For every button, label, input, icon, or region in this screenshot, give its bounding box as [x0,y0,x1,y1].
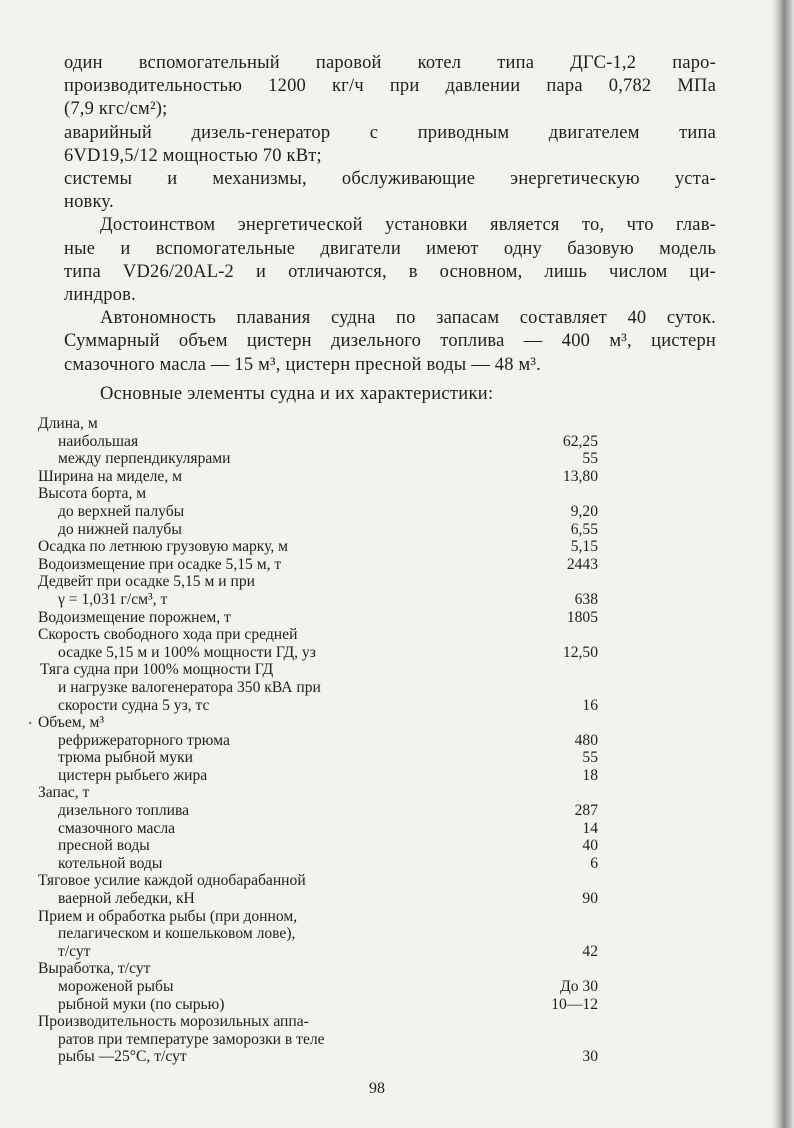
spec-label: γ = 1,031 г/см³, т [58,590,168,608]
text-line: аварийный дизель-генератор с приводным двигателем типа [64,122,716,143]
spec-row [38,1013,598,1031]
spec-value: 287 [574,802,598,820]
spec-label: осадке 5,15 м и 100% мощности ГД, уз [58,643,316,661]
spec-label: т/сут [58,942,91,960]
spec-value: 40 [582,837,598,855]
spec-label: Водоизмещение при осадке 5,15 м, т [38,555,282,573]
spec-row [38,521,598,539]
body-text [64,52,716,377]
spec-row [38,415,598,433]
spec-row [38,978,598,996]
spec-row [38,996,598,1014]
spec-row [38,485,598,503]
spec-value: 2443 [566,555,598,573]
spec-label: Дедвейт при осадке 5,15 м и при [38,573,255,591]
spec-value: 10—12 [551,995,598,1013]
spec-row [38,732,598,750]
spec-label: Высота борта, м [38,485,147,503]
spec-row [38,591,598,609]
text-line: Достоинством энергетической установки является то, что глав- [100,215,716,236]
spec-value: 14 [582,819,598,837]
spec-row [38,679,598,697]
spec-label: трюма рыбной муки [58,749,194,767]
spec-row [38,538,598,556]
spec-label: Запас, т [38,784,90,802]
spec-value: 16 [582,696,598,714]
spec-label: Скорость свободного хода при средней [38,626,298,644]
spec-row [38,767,598,785]
spec-label: скорости судна 5 уз, тс [58,696,210,714]
spec-label: рыбы —25°С, т/сут [58,1048,187,1066]
spec-row [38,855,598,873]
spec-value: 6,55 [570,520,598,538]
spec-row [38,925,598,943]
spec-value: 13,80 [562,467,598,485]
text-line: типа VD26/20AL-2 и отличаются, в основном, лишь числом ци- [64,261,716,282]
spec-value: 5,15 [570,538,598,556]
text-line: Суммарный объем цистерн дизельного топлива — 400 м³, цистерн [64,331,716,352]
spec-label: Прием и обработка рыбы (при донном, [38,907,298,925]
spec-label: Длина, м [38,415,98,432]
text-line: (7,9 кгс/см²); [64,99,168,120]
spec-label: котельной воды [58,854,163,872]
text-line: системы и механизмы, обслуживающие энергетическую уста- [64,169,716,190]
spec-value: 55 [582,749,598,767]
spec-row [38,943,598,961]
spec-row [38,837,598,855]
spec-label: ратов при температуре заморозки в теле [58,1030,325,1048]
spec-label: Тяга судна при 100% мощности ГД [40,661,274,679]
spec-row [38,556,598,574]
spec-value: 55 [582,450,598,468]
spec-row [38,1031,598,1049]
spec-value: 6 [590,854,598,872]
spec-row [38,661,598,679]
spec-row [38,749,598,767]
spec-label: наибольшая [58,432,139,450]
spec-label: Тяговое усилие каждой однобарабанной [38,872,306,890]
page-number: 98 [369,1080,385,1097]
spec-row [38,573,598,591]
spec-label: рыбной муки (по сырью) [58,995,225,1013]
page-edge-shadow [772,0,794,1128]
spec-row [38,626,598,644]
text-line: производительностью 1200 кг/ч при давлении пара 0,782 МПа [64,76,716,97]
spec-value: 12,50 [562,643,598,661]
spec-label: пелагическом и кошельковом лове), [58,925,296,943]
spec-value: 638 [574,590,598,608]
spec-label: пресной воды [58,837,150,855]
spec-label: смазочного масла [58,819,176,837]
spec-label: дизельного топлива [58,802,190,820]
spec-row [38,784,598,802]
text-line: 6VD19,5/12 мощностью 70 кВт; [64,145,322,166]
spec-label: до нижней палубы [58,520,182,538]
spec-row [38,450,598,468]
spec-row [38,609,598,627]
spec-row [38,1048,598,1066]
spec-row [38,714,598,732]
spec-row [38,908,598,926]
spec-row [38,433,598,451]
spec-label: Осадка по летнюю грузовую марку, м [38,538,289,556]
text-line: один вспомогательный паровой котел типа ДГС-1,2 паро- [64,53,716,73]
spec-row [38,890,598,908]
spec-row [38,802,598,820]
spec-label: Ширина на миделе, м [38,467,182,485]
spec-label: рефрижераторного трюма [58,731,230,749]
specifications-list [38,415,598,1066]
text-line: линдров. [64,285,136,306]
spec-row [38,820,598,838]
spec-row [38,960,598,978]
spec-row [38,697,598,715]
spec-label: Выработка, т/сут [38,960,151,978]
spec-label: до верхней палубы [58,502,185,520]
section-heading: Основные элементы судна и их характеристики: [100,384,494,404]
text-line: ные и вспомогательные двигатели имеют одну базовую модель [64,238,716,259]
spec-label: Объем, м³ [38,714,104,732]
text-line: новку. [64,192,114,213]
spec-row [38,872,598,890]
text-line: Автономность плавания судна по запасам составляет 40 суток. [100,308,716,329]
spec-value: До 30 [560,978,598,995]
spec-row [38,503,598,521]
spec-value: 480 [574,731,598,749]
spec-label: Производительность морозильных аппа- [38,1013,309,1031]
print-speck: • [28,716,33,730]
spec-value: 62,25 [562,432,598,450]
text-line: смазочного масла — 15 м³, цистерн пресной воды — 48 м³. [64,354,541,375]
spec-value: 1805 [566,608,598,626]
spec-row [38,468,598,486]
spec-value: 90 [582,890,598,908]
spec-value: 42 [582,942,598,960]
spec-label: Водоизмещение порожнем, т [38,608,231,626]
spec-label: между перпендикулярами [58,450,231,468]
spec-label: цистерн рыбьего жира [58,766,208,784]
spec-label: ваерной лебедки, кН [58,890,195,908]
spec-value: 9,20 [570,502,598,520]
spec-value: 18 [582,766,598,784]
spec-row [38,644,598,662]
spec-value: 30 [582,1048,598,1066]
spec-label: и нагрузке валогенератора 350 кВА при [58,678,321,696]
spec-label: мороженой рыбы [58,978,174,995]
